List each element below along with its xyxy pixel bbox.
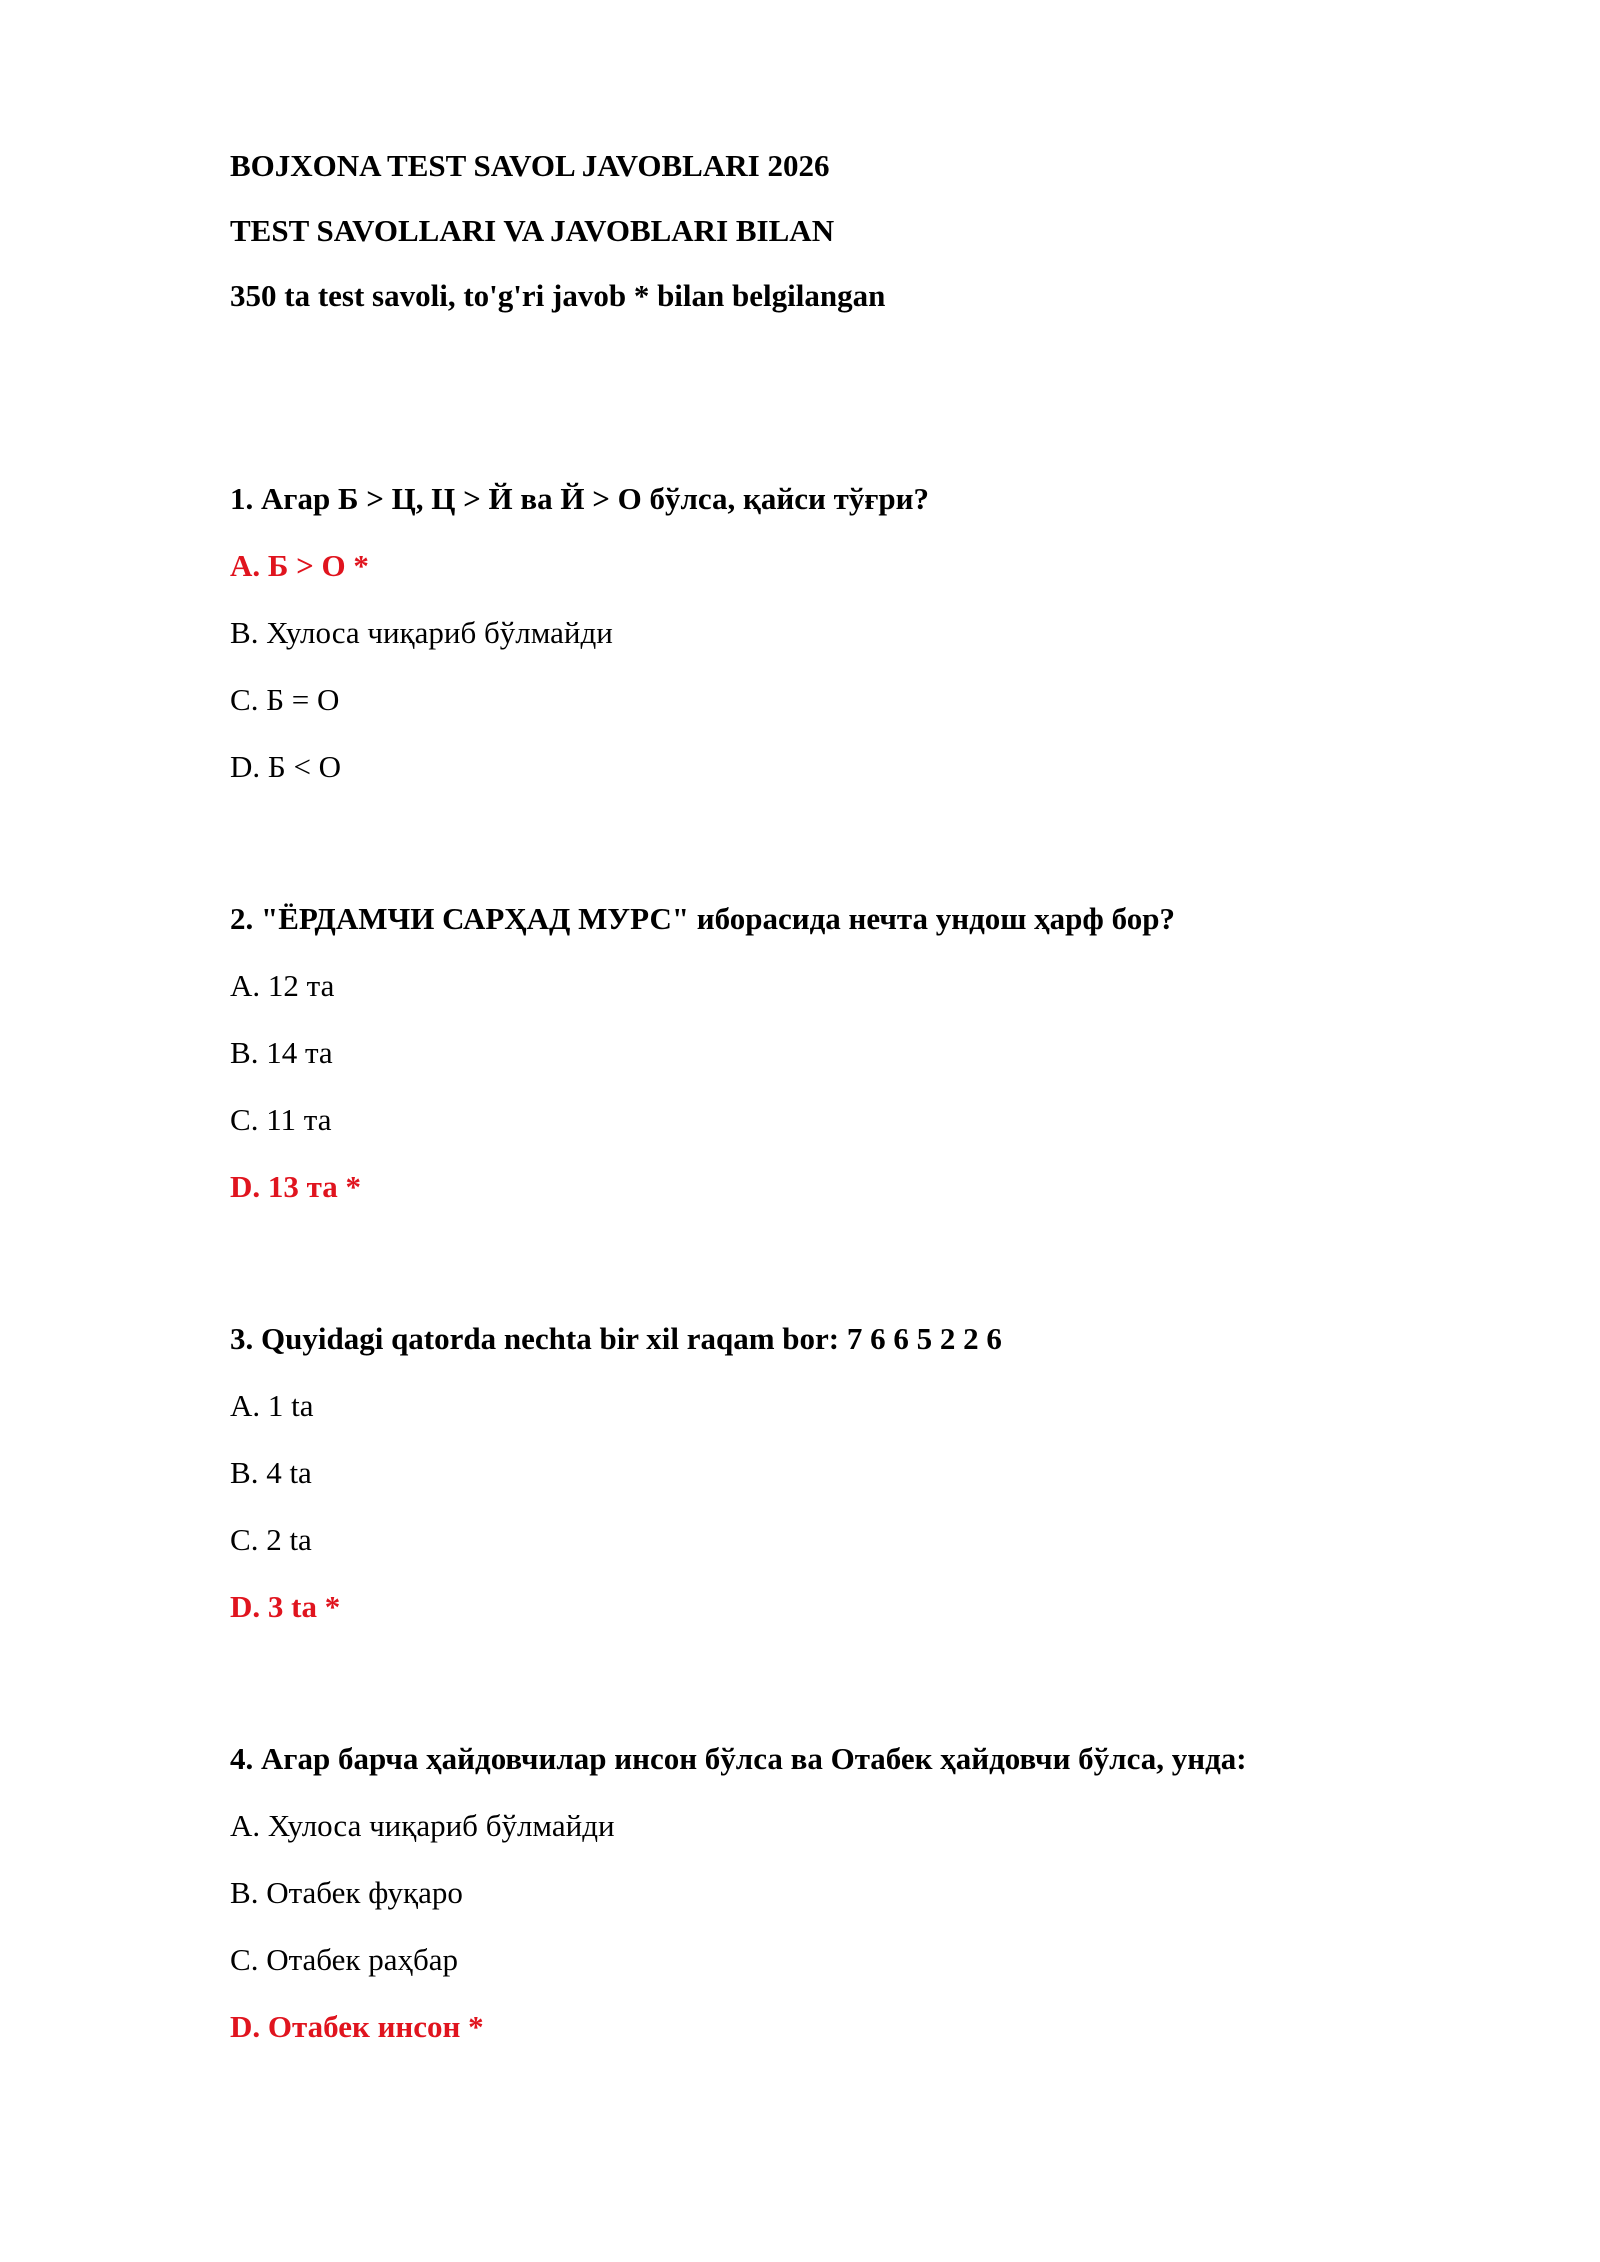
question-number: 1. xyxy=(230,481,254,516)
option-text: 2 ta xyxy=(266,1522,312,1557)
option-letter: D . xyxy=(230,1169,268,1204)
option-text: 3 ta * xyxy=(267,1589,341,1624)
answer-option-correct xyxy=(230,1591,1430,1622)
question-block xyxy=(230,1743,1430,2042)
question-block xyxy=(230,483,1430,782)
question-list xyxy=(230,483,1430,2042)
question-text xyxy=(230,903,1430,934)
answer-option xyxy=(230,1877,1430,1908)
option-letter: C . xyxy=(230,1942,266,1977)
option-text: 4 ta xyxy=(266,1455,312,1490)
question-body: Quyidagi qatorda nechta bir xil raqam bor: 7 6 6 5 2 2 6 xyxy=(261,1321,1002,1356)
question-body: Агар Б > Ц, Ц > Й ва Й > О бўлса, қайси тўғри? xyxy=(261,481,930,516)
answer-option-correct xyxy=(230,1171,1430,1202)
question-body: "ЁРДАМЧИ САРҲАД МУРС" иборасида нечта ундош ҳарф бор? xyxy=(261,901,1175,936)
option-letter: A . xyxy=(230,548,268,583)
document-header xyxy=(230,150,1430,311)
answer-option xyxy=(230,1810,1430,1841)
option-text: Б = О xyxy=(266,682,340,717)
question-text xyxy=(230,1323,1430,1354)
option-text: 13 та * xyxy=(267,1169,361,1204)
document-note: 350 ta test savoli, to'g'ri javob * bilan belgilangan xyxy=(230,278,886,313)
option-letter: D . xyxy=(230,1589,268,1624)
option-text: Хулоса чиқариб бўлмайди xyxy=(266,615,613,650)
option-letter: A . xyxy=(230,1808,268,1843)
answer-option xyxy=(230,1944,1430,1975)
option-text: Б > О * xyxy=(267,548,369,583)
question-body: Агар барча ҳайдовчилар инсон бўлса ва Отабек ҳайдовчи бўлса, унда: xyxy=(261,1741,1247,1776)
answer-option-correct xyxy=(230,2011,1430,2042)
option-letter: C . xyxy=(230,1102,266,1137)
option-letter: D . xyxy=(230,2009,268,2044)
option-letter: C . xyxy=(230,1522,266,1557)
question-number: 3. xyxy=(230,1321,254,1356)
option-text: Хулоса чиқариб бўлмайди xyxy=(267,1808,615,1843)
option-text: Б < О xyxy=(267,749,342,784)
document-subtitle: TEST SAVOLLARI VA JAVOBLARI BILAN xyxy=(230,213,835,248)
option-letter: C . xyxy=(230,682,266,717)
answer-option-correct xyxy=(230,550,1430,581)
option-letter: B . xyxy=(230,615,266,650)
option-text: Отабек инсон * xyxy=(267,2009,484,2044)
option-letter: B . xyxy=(230,1875,266,1910)
option-letter: B . xyxy=(230,1455,266,1490)
option-text: Отабек раҳбар xyxy=(266,1942,458,1977)
document-title: BOJXONA TEST SAVOL JAVOBLARI 2026 xyxy=(230,148,830,183)
answer-option xyxy=(230,751,1430,782)
option-text: 12 та xyxy=(267,968,335,1003)
option-text: 1 ta xyxy=(267,1388,314,1423)
option-text: Отабек фуқаро xyxy=(266,1875,463,1910)
answer-option xyxy=(230,617,1430,648)
option-letter: D . xyxy=(230,749,268,784)
option-text: 11 та xyxy=(266,1102,332,1137)
document-page xyxy=(230,150,1430,2163)
answer-option xyxy=(230,1104,1430,1135)
answer-option xyxy=(230,1037,1430,1068)
question-number: 4. xyxy=(230,1741,254,1776)
question-number: 2. xyxy=(230,901,254,936)
option-text: 14 та xyxy=(266,1035,333,1070)
question-text xyxy=(230,1743,1430,1774)
option-letter: A . xyxy=(230,968,268,1003)
option-letter: B . xyxy=(230,1035,266,1070)
question-block xyxy=(230,903,1430,1202)
answer-option xyxy=(230,1457,1430,1488)
question-block xyxy=(230,1323,1430,1622)
answer-option xyxy=(230,970,1430,1001)
answer-option xyxy=(230,1524,1430,1555)
question-text xyxy=(230,483,1430,514)
option-letter: A . xyxy=(230,1388,268,1423)
answer-option xyxy=(230,684,1430,715)
answer-option xyxy=(230,1390,1430,1421)
